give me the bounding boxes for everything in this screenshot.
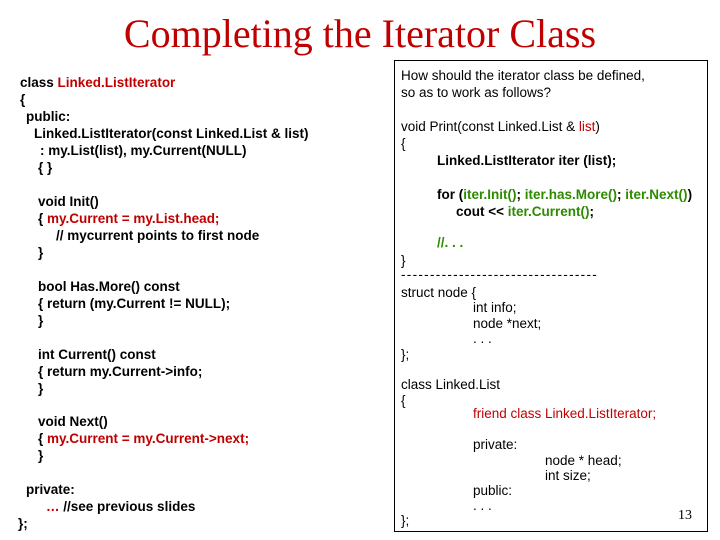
slide-number: 13 bbox=[678, 508, 692, 523]
code-line: struct node { bbox=[401, 285, 477, 300]
code-line: … //see previous slides bbox=[46, 499, 196, 514]
code-line: { bbox=[20, 92, 26, 107]
code-line: . . . bbox=[473, 498, 492, 513]
code-line: { return my.Current->info; bbox=[38, 364, 203, 379]
code-line: class Linked.ListIterator bbox=[20, 75, 176, 90]
code-line: } bbox=[38, 245, 44, 260]
code-line: Linked.ListIterator iter (list); bbox=[437, 153, 617, 168]
code-line: { return (my.Current != NULL); bbox=[38, 296, 231, 311]
code-line: : my.List(list), my.Current(NULL) bbox=[40, 143, 247, 158]
code-line: int info; bbox=[473, 300, 517, 315]
code-line: private: bbox=[473, 437, 518, 452]
code-line: class Linked.List bbox=[401, 377, 501, 392]
code-line: void Print(const Linked.List & list) bbox=[401, 119, 600, 134]
question-line: How should the iterator class be defined, bbox=[401, 68, 645, 83]
code-line: } bbox=[38, 313, 44, 328]
code-line: int size; bbox=[545, 468, 591, 483]
separator-line: ---------------------------------- bbox=[401, 267, 599, 282]
code-line: //. . . bbox=[437, 235, 464, 250]
code-line: cout << iter.Current(); bbox=[456, 204, 595, 219]
code-line: { bbox=[401, 136, 406, 151]
code-line: bool Has.More() const bbox=[38, 279, 180, 294]
question-line: so as to work as follows? bbox=[401, 85, 552, 100]
code-line: public: bbox=[473, 483, 513, 498]
code-line: void Init() bbox=[38, 194, 99, 209]
code-line: void Next() bbox=[38, 414, 108, 429]
code-line: } bbox=[38, 448, 44, 463]
code-line: Linked.ListIterator(const Linked.List & list) bbox=[34, 126, 309, 141]
code-line: node * head; bbox=[545, 453, 622, 468]
code-line: } bbox=[401, 253, 406, 268]
code-line: private: bbox=[26, 482, 75, 497]
code-line: . . . bbox=[473, 331, 492, 346]
code-line: }; bbox=[401, 347, 410, 362]
code-line: for (iter.Init(); iter.has.More(); iter.Next()) bbox=[437, 187, 693, 202]
code-line: { bbox=[401, 393, 406, 408]
code-line: // mycurrent points to first node bbox=[56, 228, 260, 243]
code-line: public: bbox=[26, 109, 71, 124]
code-line: { } bbox=[38, 160, 53, 175]
code-line: } bbox=[38, 381, 44, 396]
code-line: int Current() const bbox=[38, 347, 156, 362]
code-line: }; bbox=[401, 513, 410, 528]
code-line: }; bbox=[18, 516, 28, 531]
code-line: friend class Linked.ListIterator; bbox=[473, 406, 657, 421]
code-line: { my.Current = my.List.head; bbox=[38, 211, 220, 226]
slide-title: Completing the Iterator Class bbox=[123, 11, 597, 56]
code-line: { my.Current = my.Current->next; bbox=[38, 431, 250, 446]
code-line: node *next; bbox=[473, 316, 542, 331]
